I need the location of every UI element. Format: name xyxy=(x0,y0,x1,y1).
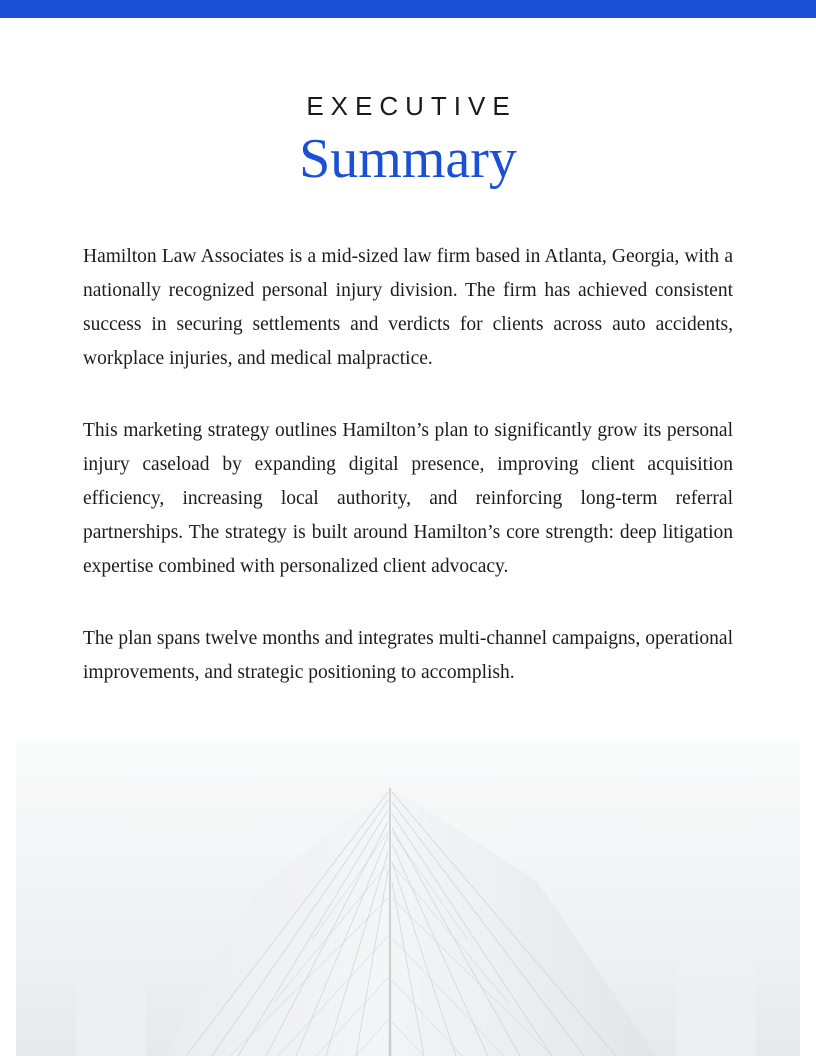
title-eyebrow: EXECUTIVE xyxy=(306,91,517,121)
title-main: Summary xyxy=(299,127,517,190)
skyscraper-illustration xyxy=(16,740,800,1056)
top-accent-bar xyxy=(0,0,816,18)
skyscraper-image xyxy=(16,740,800,1056)
page-title xyxy=(0,92,816,190)
paragraph-3: The plan spans twelve months and integrates multi-channel campaigns, operational improvements, and strategic positioning to accomplish. xyxy=(83,628,733,683)
body-copy xyxy=(83,240,733,690)
paragraph-1: Hamilton Law Associates is a mid-sized law firm based in Atlanta, Georgia, with a nationally recognized personal injury division. The firm has achieved consistent success in securing settlements and verdicts for clients across auto accidents, workplace injuries, and medical malpractice. xyxy=(83,246,733,369)
paragraph-2: This marketing strategy outlines Hamilton’s plan to significantly grow its personal injury caseload by expanding digital presence, improving client acquisition efficiency, increasing local authority, and reinforcing long-term referral partnerships. The strategy is built around Hamilton’s core strength: deep litigation expertise combined with personalized client advocacy. xyxy=(83,420,733,577)
